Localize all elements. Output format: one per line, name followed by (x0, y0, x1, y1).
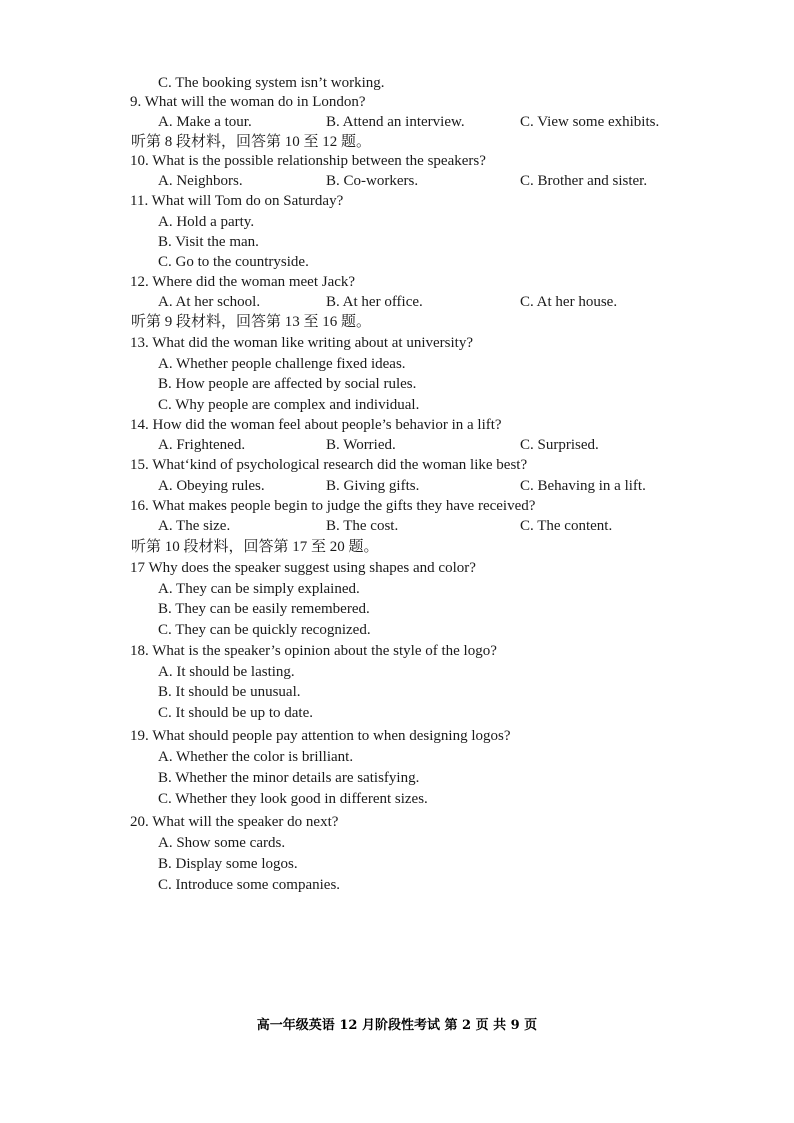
answer-option: C. Whether they look good in different sizes. (158, 791, 428, 807)
question-text: 14. How did the woman feel about people’s behavior in a lift? (130, 417, 502, 433)
option-c: C. The content. (520, 518, 613, 534)
question-text: 12. Where did the woman meet Jack? (130, 274, 356, 290)
answer-option: A. It should be lasting. (158, 664, 295, 680)
option-b: B. Giving gifts. (326, 478, 420, 494)
question-text: 9. What will the woman do in London? (130, 94, 366, 110)
option-a: A. The size. (158, 518, 231, 534)
answer-option: A. Whether people challenge fixed ideas. (158, 356, 406, 372)
answer-option: A. Whether the color is brilliant. (158, 749, 354, 765)
option-a: A. Make a tour. (158, 114, 252, 130)
answer-option: C. It should be up to date. (158, 705, 313, 721)
answer-option: B. It should be unusual. (158, 684, 301, 700)
question-text: 11. What will Tom do on Saturday? (130, 193, 344, 209)
answer-options-row (158, 172, 718, 190)
question-text: 10. What is the possible relationship between the speakers? (130, 153, 486, 169)
section-instruction: 听第 9 段材料，回答第 13 至 16 题。 (131, 314, 372, 330)
option-b: B. Attend an interview. (326, 114, 465, 130)
answer-option: B. Display some logos. (158, 856, 298, 872)
option-b: B. Worried. (326, 437, 396, 453)
option-a: A. Neighbors. (158, 173, 243, 189)
answer-option: C. Go to the countryside. (158, 254, 309, 270)
answer-option: B. They can be easily remembered. (158, 601, 370, 617)
question-text: 15. What‘kind of psychological research did the woman like best? (130, 457, 528, 473)
answer-options-row (158, 293, 718, 311)
answer-options-row (158, 517, 718, 535)
option-a: A. At her school. (158, 294, 261, 310)
option-a: A. Obeying rules. (158, 478, 265, 494)
option-b: B. At her office. (326, 294, 423, 310)
option-c: C. Brother and sister. (520, 173, 648, 189)
option-c: C. Surprised. (520, 437, 599, 453)
option-b: B. Co-workers. (326, 173, 419, 189)
section-instruction: 听第 8 段材料，回答第 10 至 12 题。 (131, 134, 372, 150)
question-text: 20. What will the speaker do next? (130, 814, 339, 830)
question-text: 16. What makes people begin to judge the gifts they have received? (130, 498, 536, 514)
option-c: C. Behaving in a lift. (520, 478, 646, 494)
option-c: C. At her house. (520, 294, 618, 310)
answer-option: C. Introduce some companies. (158, 877, 341, 893)
answer-options-row (158, 477, 718, 495)
answer-options-row (158, 113, 718, 131)
question-text: 18. What is the speaker’s opinion about the style of the logo? (130, 643, 497, 659)
option-a: A. Frightened. (158, 437, 246, 453)
page-footer: 高一年级英语 12 月阶段性考试 第 2 页 共 9 页 (256, 1018, 538, 1033)
answer-option: B. Whether the minor details are satisfying. (158, 770, 420, 786)
section-instruction: 听第 10 段材料，回答第 17 至 20 题。 (131, 539, 379, 555)
option-b: B. The cost. (326, 518, 399, 534)
answer-options-row (158, 436, 718, 454)
answer-option: C. They can be quickly recognized. (158, 622, 371, 638)
answer-option: A. They can be simply explained. (158, 581, 360, 597)
answer-option: A. Hold a party. (158, 214, 255, 230)
option-c: C. View some exhibits. (520, 114, 660, 130)
question-text: 17 Why does the speaker suggest using shapes and color? (130, 560, 476, 576)
answer-option: B. How people are affected by social rules. (158, 376, 417, 392)
answer-option: C. Why people are complex and individual. (158, 397, 420, 413)
question-text: 13. What did the woman like writing about at university? (130, 335, 473, 351)
answer-option: C. The booking system isn’t working. (158, 75, 385, 91)
answer-option: A. Show some cards. (158, 835, 286, 851)
question-text: 19. What should people pay attention to when designing logos? (130, 728, 511, 744)
answer-option: B. Visit the man. (158, 234, 259, 250)
